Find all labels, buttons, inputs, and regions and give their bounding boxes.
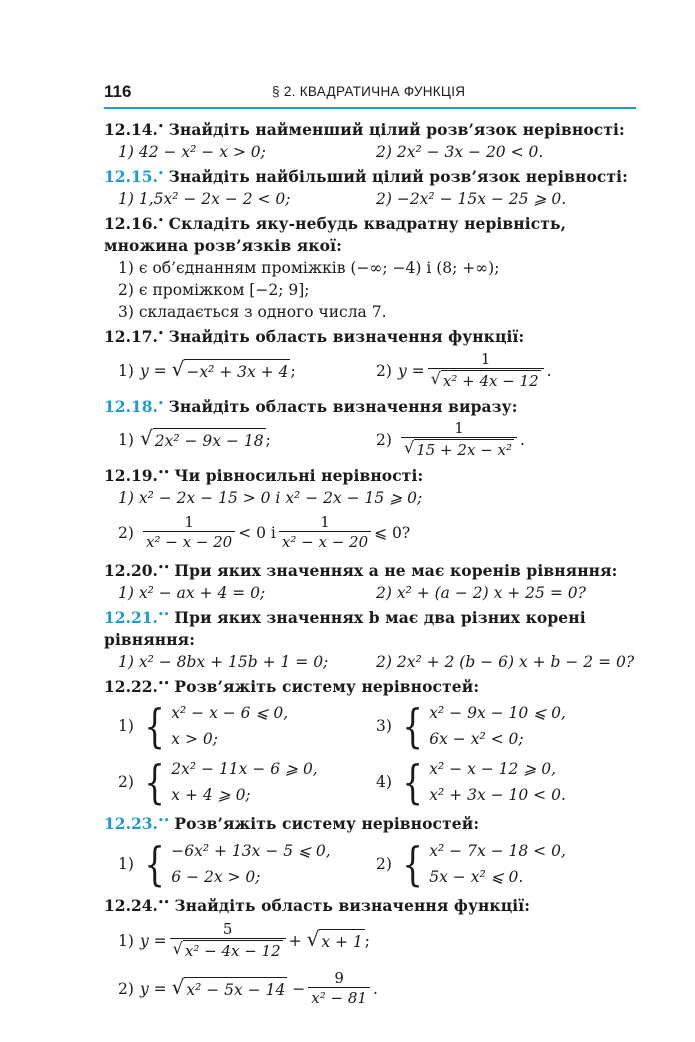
operator: +: [288, 931, 302, 950]
numerator: 5: [222, 920, 233, 939]
radicand: x² − 4x − 12: [184, 942, 281, 961]
fraction: 1 √ 15 + 2x − x²: [401, 419, 517, 460]
lhs: y =: [398, 361, 425, 380]
numerator: 1: [454, 419, 464, 438]
item-label: 1): [118, 361, 134, 380]
fraction: 1 √ x² + 4x − 12: [428, 350, 544, 391]
lhs: y =: [140, 931, 167, 950]
problem-12-24: 12.24.•• Знайдіть область визначення функції: 1) y = 5 √ x² − 4x − 12 + √ x + 1 ; 2) y = √ x² − 5x − 14 − $\frac{9}{\text{x² − 81}}$ .: [104, 895, 531, 1008]
denominator: x² − 81: [308, 987, 370, 1008]
item-label: 2): [376, 430, 392, 449]
line-1: x² − 7x − 18 < 0,: [429, 841, 566, 860]
item-label: 1): [118, 931, 134, 950]
item-label: 2): [118, 979, 134, 998]
punct: ;: [265, 430, 271, 449]
system-2: { x² − 7x − 18 < 0, 5x − x² ⩽ 0.: [402, 836, 566, 891]
radicand: x² + 4x − 12: [442, 372, 539, 391]
item-label: 1): [118, 717, 134, 736]
punct: .: [372, 979, 378, 998]
problem-12-20: 12.20.•• При яких значеннях a не має коренів рівняння: 1) x² − ax + 4 = 0; 2) x² + (a − 2) x + 25 = 0?: [104, 561, 618, 603]
radical: √ x² − 5x − 14: [171, 974, 286, 999]
item-2: 2) x² + (a − 2) x + 25 = 0?: [376, 584, 586, 603]
operator: −: [292, 979, 306, 998]
problem-statement: Складіть яку-небудь квадратну нерівність, множина розв’язків якої:: [104, 214, 567, 256]
problem-statement: Знайдіть найбільший цілий розв’язок нерівності:: [168, 167, 628, 187]
item-1: 1) x² − 8bx + 15b + 1 = 0;: [118, 653, 329, 672]
radicand: x² − 5x − 14: [184, 977, 287, 1001]
item-label: 4): [376, 773, 392, 792]
item-1: 1) 1,5x² − 2x − 2 < 0;: [118, 190, 291, 209]
problem-statement: Чи рівносильні нерівності:: [174, 465, 424, 485]
relation: ⩽ 0?: [374, 523, 411, 542]
item-3: 3) складається з одного числа 7.: [118, 303, 387, 322]
problem-statement: При яких значеннях b має два різних корені рівняння:: [104, 608, 586, 650]
header-rule: [104, 107, 636, 109]
item-label: 2): [118, 523, 134, 542]
system-2: { 2x² − 11x − 6 ⩾ 0, x + 4 ⩾ 0;: [144, 755, 318, 810]
problem-12-19: 12.19.•• Чи рівносильні нерівності: 1) x² − 2x − 15 > 0 і x² − 2x − 15 ⩾ 0; 2) $\frac{1}{\text{x² − x − 20}}$ < 0 і $\frac{1}{\text{x² − x − 20}}$ ⩽ 0?: [104, 462, 640, 557]
problem-12-17: 12.17.• Знайдіть область визначення функції: 1) y = √ −x² + 3x + 4 ; 2) y = 1 √ x² + 4x − 12 .: [104, 327, 552, 391]
problem-number: 12.14.: [104, 120, 158, 140]
problem-12-21: 12.21.•• При яких значеннях b має два різних корені рівняння: 1) x² − 8bx + 15b + 1 = 0; 2) 2x² + 2 (b − 6) x + b − 2 = 0?: [104, 608, 635, 672]
problem-statement: Розв’яжіть систему нерівностей:: [174, 677, 480, 697]
fraction: 5 √ x² − 4x − 12: [170, 920, 286, 961]
problem-12-18: 12.18.• Знайдіть область визначення виразу: 1) √ 2x² − 9x − 18 ; 2) 1 √ 15 + 2x − x² .: [104, 396, 525, 460]
problem-12-23: 12.23.•• Розв’яжіть систему нерівностей: 1) { −6x² + 13x − 5 ⩽ 0, 6 − 2x > 0; 2) { x² − 7x − 18 < 0, 5x − x² ⩽ 0.: [104, 814, 566, 891]
line-2: x > 0;: [171, 730, 218, 749]
system-1: { x² − x − 6 ⩽ 0, x > 0;: [144, 699, 289, 754]
problem-statement: Знайдіть область визначення функції:: [168, 327, 525, 347]
punct: .: [519, 430, 525, 449]
problem-12-14: 12.14.• Знайдіть найменший цілий розв’язок нерівності: 1) 42 − x² − x > 0; 2) 2x² − 3x − 20 < 0.: [104, 120, 625, 162]
item-2: 2) −2x² − 15x − 25 ⩾ 0.: [376, 190, 567, 209]
problem-statement: При яких значеннях a не має коренів рівняння:: [174, 561, 618, 581]
item-label: 1): [118, 430, 134, 449]
line-1: 2x² − 11x − 6 ⩾ 0,: [171, 760, 318, 779]
problem-statement: Знайдіть найменший цілий розв’язок нерівності:: [168, 120, 625, 140]
radicand: 15 + 2x − x²: [416, 441, 512, 460]
numerator: 1: [184, 513, 194, 532]
item-label: 2): [376, 854, 392, 873]
punct: ;: [290, 361, 296, 380]
problem-number: 12.15.: [104, 167, 158, 187]
problem-number: 12.16.: [104, 214, 158, 234]
radical: √ −x² + 3x + 4: [171, 356, 289, 381]
problem-number: 12.22.: [104, 677, 158, 697]
line-2: x² + 3x − 10 < 0.: [429, 786, 566, 805]
problem-number: 12.19.: [104, 465, 158, 485]
system-1: { −6x² + 13x − 5 ⩽ 0, 6 − 2x > 0;: [144, 836, 331, 891]
item-label: 1): [118, 854, 134, 873]
problem-number: 12.23.: [104, 814, 158, 834]
lhs: y =: [140, 361, 167, 380]
page-header: [104, 80, 636, 106]
problem-list: [104, 116, 640, 1013]
line-1: x² − 9x − 10 ⩽ 0,: [429, 704, 566, 723]
problem-number: 12.17.: [104, 327, 158, 347]
item-1: 1) x² − ax + 4 = 0;: [118, 584, 266, 603]
fraction-2: [279, 513, 371, 552]
item-label: 3): [376, 717, 392, 736]
item-2: 2) 2x² + 2 (b − 6) x + b − 2 = 0?: [376, 653, 635, 672]
problem-12-15: 12.15.• Знайдіть найбільший цілий розв’язок нерівності: 1) 1,5x² − 2x − 2 < 0; 2) −2x² − 15x − 25 ⩾ 0.: [104, 167, 628, 209]
radical: √ x + 1: [306, 926, 363, 951]
lhs: y =: [140, 979, 167, 998]
problem-number: 12.18.: [104, 396, 158, 416]
line-1: −6x² + 13x − 5 ⩽ 0,: [171, 841, 331, 860]
denominator: x² − x − 20: [279, 531, 371, 552]
radicand: x + 1: [319, 929, 364, 953]
item-2: 2) 2x² − 3x − 20 < 0.: [376, 143, 544, 162]
radicand: −x² + 3x + 4: [184, 359, 290, 383]
fraction-1: [143, 513, 235, 552]
numerator: 9: [334, 969, 344, 988]
denominator: x² − x − 20: [143, 531, 235, 552]
page-number: 116: [104, 82, 132, 101]
item-1: 1) є об’єднанням проміжків (−∞; −4) і (8; +∞);: [118, 259, 500, 278]
problem-statement: Розв’яжіть систему нерівностей:: [174, 814, 480, 834]
radicand: 2x² − 9x − 18: [153, 428, 266, 452]
punct: ;: [364, 931, 371, 950]
fraction: [308, 969, 370, 1008]
problem-statement: Знайдіть область визначення виразу:: [168, 396, 518, 416]
problem-number: 12.24.: [104, 895, 158, 915]
problem-12-16: 12.16.• Складіть яку-небудь квадратну нерівність, множина розв’язків якої: 1) є об’єднанням проміжків (−∞; −4) і (8; +∞); 2) є проміжком [−2; 9]; 3) складається з одного числа 7.: [104, 210, 640, 323]
system-3: { x² − 9x − 10 ⩽ 0, 6x − x² < 0;: [402, 699, 566, 754]
item-2: 2) є проміжком [−2; 9];: [118, 281, 310, 300]
line-1: x² − x − 6 ⩽ 0,: [171, 704, 289, 723]
line-2: x + 4 ⩾ 0;: [171, 786, 251, 805]
line-1: x² − x − 12 ⩾ 0,: [429, 760, 557, 779]
problem-number: 12.21.: [104, 608, 158, 628]
problem-number: 12.20.: [104, 561, 158, 581]
numerator: 1: [480, 350, 491, 369]
punct: .: [546, 361, 552, 380]
relation: < 0 і: [238, 523, 276, 542]
item-1: 1) 42 − x² − x > 0;: [118, 143, 266, 162]
item-1: 1) x² − 2x − 15 > 0 і x² − 2x − 15 ⩾ 0;: [118, 488, 423, 507]
radical: √ 2x² − 9x − 18: [140, 425, 264, 450]
problem-statement: Знайдіть область визначення функції:: [174, 895, 531, 915]
line-2: 5x − x² ⩽ 0.: [429, 867, 524, 886]
item-label: 2): [376, 361, 392, 380]
problem-12-22: 12.22.•• Розв’яжіть систему нерівностей: 1) { x² − x − 6 ⩽ 0, x > 0; 3) { x² − 9x − 10 ⩽ 0, 6x − x² < 0; 2) { 2x² − 11x − 6 ⩾ 0, x + 4 ⩾ 0; 4) { x² − x − 12 ⩾ 0, x² + 3x − 10 < 0.: [104, 677, 566, 810]
item-label: 2): [118, 773, 134, 792]
system-4: { x² − x − 12 ⩾ 0, x² + 3x − 10 < 0.: [402, 755, 566, 810]
line-2: 6x − x² < 0;: [429, 730, 524, 749]
numerator: 1: [320, 513, 330, 532]
line-2: 6 − 2x > 0;: [171, 867, 261, 886]
section-title: § 2. КВАДРАТИЧНА ФУНКЦІЯ: [272, 84, 466, 99]
